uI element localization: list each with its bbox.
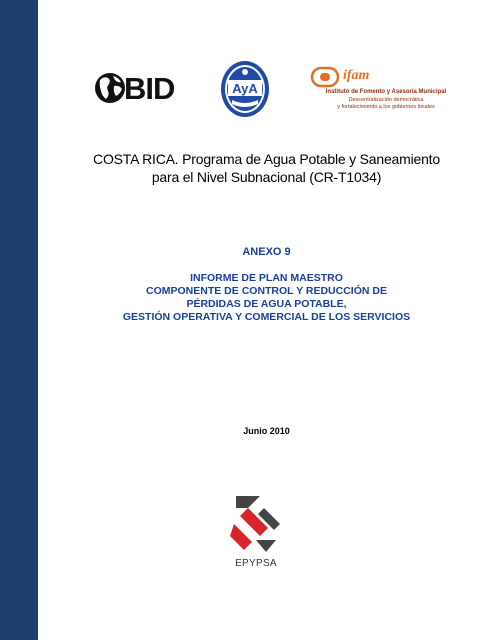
report-line-3: PÉRDIDAS DE AGUA POTABLE,	[186, 298, 347, 310]
cover-page	[38, 0, 495, 640]
globe-icon	[94, 70, 126, 106]
ifam-tagline-1: Descentralización democrática	[348, 97, 424, 103]
ifam-emblem-icon	[310, 66, 340, 88]
title-line-1: COSTA RICA. Programa de Agua Potable y Saneamiento	[93, 151, 440, 167]
epypsa-emblem-icon	[226, 494, 286, 556]
epypsa-logo	[226, 494, 286, 574]
ifam-institute-name: Instituto de Fomento y Asesoría Municipal	[325, 89, 447, 95]
aya-logo-text: AyA	[232, 81, 258, 96]
bid-logo-text: BID	[124, 71, 175, 106]
document-title	[38, 150, 495, 186]
epypsa-logo-text: EPYPSA	[235, 558, 277, 569]
ifam-tagline-2: y fortalecimiento a los gobiernos locales	[337, 104, 435, 110]
title-line-2: para el Nivel Subnacional (CR-T1034)	[151, 169, 382, 185]
aya-logo	[220, 60, 270, 118]
report-line-2: COMPONENTE DE CONTROL Y REDUCCIÓN DE	[146, 285, 387, 297]
annex-label: ANEXO 9	[242, 246, 291, 258]
bid-logo	[94, 70, 184, 110]
report-line-4: GESTIÓN OPERATIVA Y COMERCIAL DE LOS SERVICIOS	[122, 311, 411, 323]
document-date: Junio 2010	[243, 426, 290, 436]
report-heading	[38, 272, 495, 324]
ifam-logo-text: ifam	[343, 68, 370, 83]
report-line-1: INFORME DE PLAN MAESTRO	[190, 272, 343, 284]
left-sidebar-band	[0, 0, 38, 640]
ifam-logo	[306, 66, 466, 116]
